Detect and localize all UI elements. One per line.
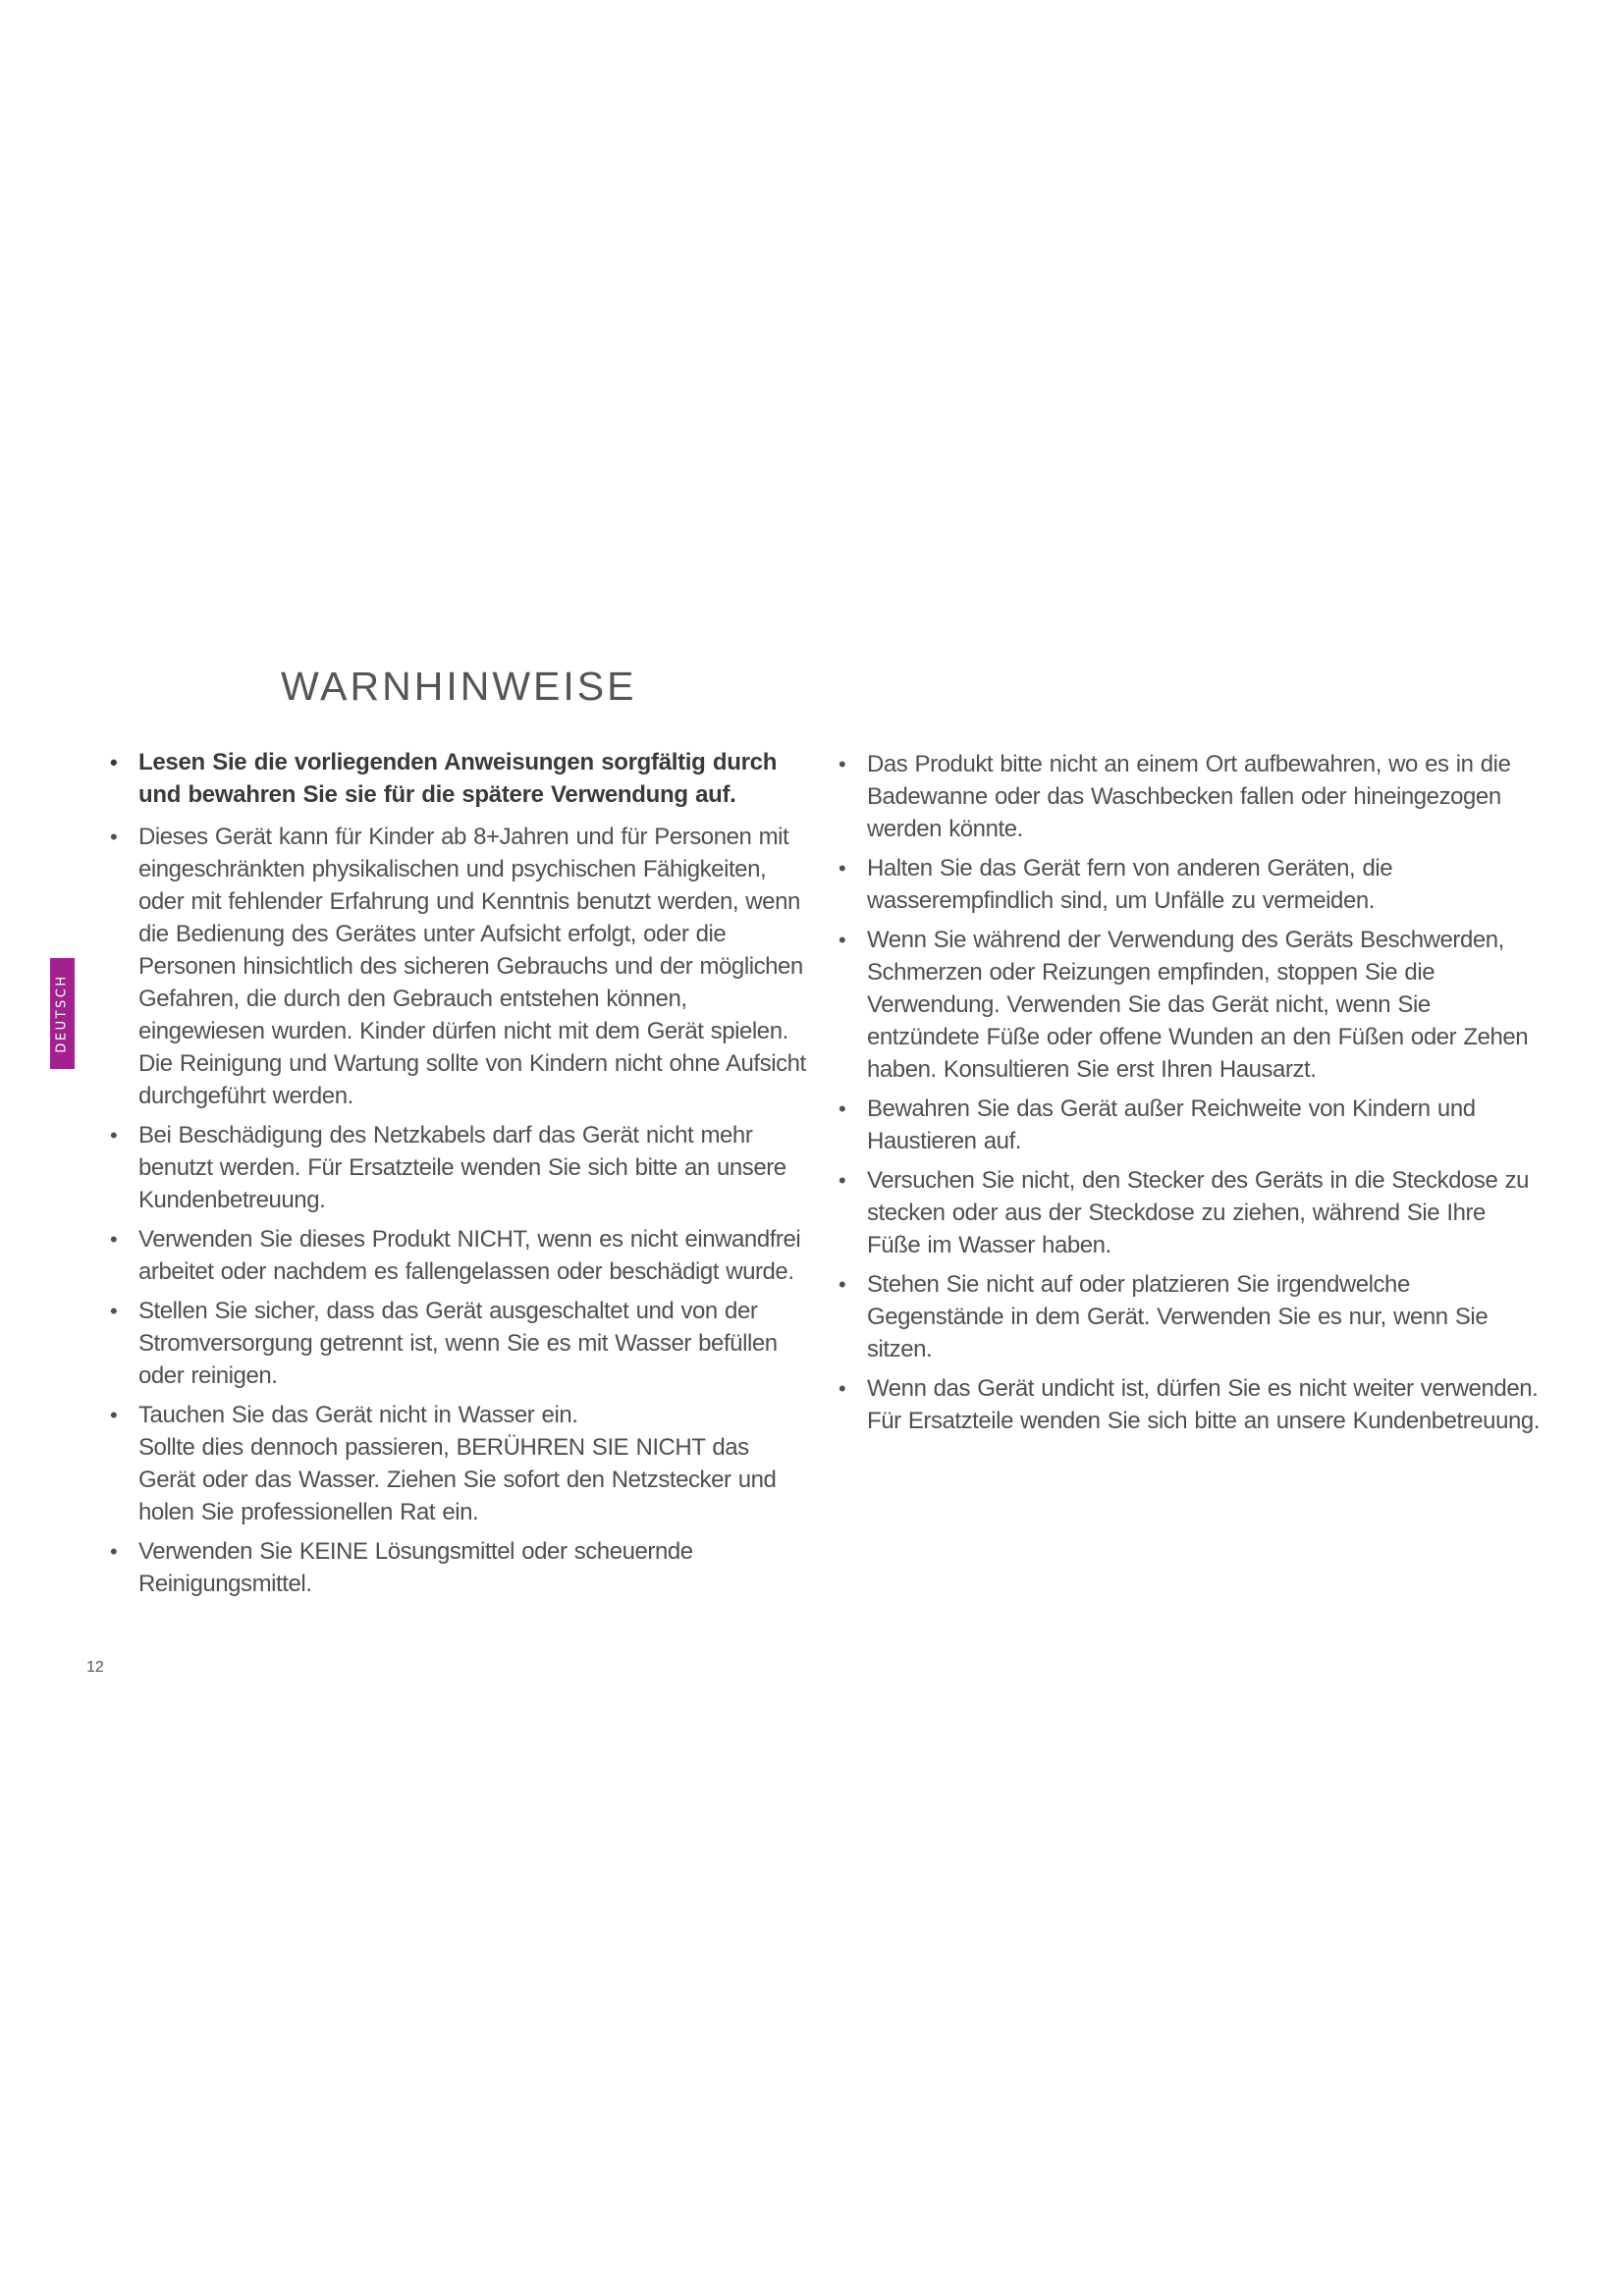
page-title: WARNHINWEISE bbox=[281, 664, 637, 709]
warning-text: Tauchen Sie das Gerät nicht in Wasser ein. bbox=[138, 1402, 578, 1428]
warning-item-read-instructions bbox=[108, 746, 810, 811]
warning-item-malfunction bbox=[108, 1223, 810, 1288]
bullet-icon: • bbox=[110, 1123, 118, 1148]
warning-item-discomfort bbox=[837, 924, 1543, 1086]
bullet-icon: • bbox=[839, 1376, 846, 1401]
warning-text: Lesen Sie die vorliegenden Anweisungen sorgfältig durch und bewahren Sie sie für die spätere Verwendung auf. bbox=[138, 749, 778, 808]
warning-item-disconnect bbox=[108, 1295, 810, 1392]
language-tab bbox=[50, 958, 75, 1069]
warning-text: Bewahren Sie das Gerät außer Reichweite von Kindern und Haustieren auf. bbox=[867, 1095, 1476, 1154]
warning-text: Stehen Sie nicht auf oder platzieren Sie irgendwelche Gegenstände in dem Gerät. Verwenden Sie es nur, wenn Sie sitzen. bbox=[867, 1271, 1489, 1362]
warning-text: Stellen Sie sicher, dass das Gerät ausgeschaltet und von der Stromversorgung getrennt ist, wenn Sie es mit Wasser befüllen oder reinigen. bbox=[138, 1298, 778, 1389]
warning-text: Das Produkt bitte nicht an einem Ort aufbewahren, wo es in die Badewanne oder das Waschbecken fallen oder hineingezogen werden könnte. bbox=[867, 751, 1511, 842]
warning-item-plug bbox=[837, 1164, 1543, 1261]
bullet-icon: • bbox=[110, 1539, 118, 1564]
warning-item-immersion bbox=[108, 1399, 810, 1528]
warning-item-children bbox=[108, 821, 810, 1112]
bullet-icon: • bbox=[110, 825, 118, 849]
warning-text: Verwenden Sie dieses Produkt NICHT, wenn es nicht einwandfrei arbeitet oder nachdem es fallengelassen oder beschädigt wurde. bbox=[138, 1226, 801, 1285]
warning-text: Dieses Gerät kann für Kinder ab 8+Jahren und für Personen mit eingeschränkten physikalischen und psychischen Fähigkeiten, oder mit fehlender Erfahrung und Kenntnis benutzt werden, wenn die Bedienung des Gerätes unter Aufsicht erfolgt, oder die Personen hinsichtlich des sicheren Gebrauchs und der möglichen Gefahren, die durch den Gebrauch entstehen können, eingewiesen wurden. Kinder dürfen nicht mit dem Gerät spielen. Die Reinigung und Wartung sollte von Kindern nicht ohne Aufsicht durchgeführt werden. bbox=[138, 824, 806, 1109]
warning-text: Wenn Sie während der Verwendung des Geräts Beschwerden, Schmerzen oder Reizungen empfinden, stoppen Sie die Verwendung. Verwenden Sie das Gerät nicht, wenn Sie entzündete Füße oder offene Wunden an den Füßen oder Zehen haben. Konsultieren Sie erst Ihren Hausarzt. bbox=[867, 927, 1529, 1083]
warning-continuation: Sollte dies dennoch passieren, BERÜHREN SIE NICHT das Gerät oder das Wasser. Ziehen Sie sofort den Netzstecker und holen Sie professionellen Rat ein. bbox=[138, 1434, 777, 1525]
warning-item-other-devices bbox=[837, 852, 1543, 917]
bullet-icon: • bbox=[839, 928, 846, 952]
bullet-icon: • bbox=[110, 1403, 118, 1427]
language-tab-label: DEUTSCH bbox=[55, 974, 71, 1053]
warning-item-standing bbox=[837, 1268, 1543, 1365]
warning-item-reach bbox=[837, 1093, 1543, 1157]
warning-item-solvents bbox=[108, 1535, 810, 1600]
bullet-icon: • bbox=[110, 1227, 118, 1252]
bullet-icon: • bbox=[839, 1272, 846, 1297]
warning-text: Halten Sie das Gerät fern von anderen Geräten, die wasserempfindlich sind, um Unfälle zu vermeiden. bbox=[867, 855, 1393, 914]
page-number: 12 bbox=[86, 1659, 104, 1676]
warnings-left-column bbox=[108, 746, 810, 1607]
warning-text: Verwenden Sie KEINE Lösungsmittel oder scheuernde Reinigungsmittel. bbox=[138, 1538, 693, 1597]
warning-item-leaking bbox=[837, 1372, 1543, 1437]
bullet-icon: • bbox=[110, 750, 118, 774]
warnings-right-column bbox=[837, 748, 1543, 1444]
warning-item-power-cord bbox=[108, 1119, 810, 1216]
warning-text: Versuchen Sie nicht, den Stecker des Geräts in die Steckdose zu stecken oder aus der Steckdose zu ziehen, während Sie Ihre Füße im Wasser haben. bbox=[867, 1167, 1530, 1258]
warning-item-storage bbox=[837, 748, 1543, 845]
warning-text: Bei Beschädigung des Netzkabels darf das Gerät nicht mehr benutzt werden. Für Ersatzteile wenden Sie sich bitte an unsere Kundenbetreuung. bbox=[138, 1122, 786, 1213]
warning-text: Wenn das Gerät undicht ist, dürfen Sie es nicht weiter verwenden. Für Ersatzteile wenden Sie sich bitte an unsere Kundenbetreuung. bbox=[867, 1375, 1540, 1434]
bullet-icon: • bbox=[839, 1096, 846, 1121]
bullet-icon: • bbox=[110, 1299, 118, 1323]
bullet-icon: • bbox=[839, 752, 846, 776]
bullet-icon: • bbox=[839, 856, 846, 881]
bullet-icon: • bbox=[839, 1168, 846, 1193]
